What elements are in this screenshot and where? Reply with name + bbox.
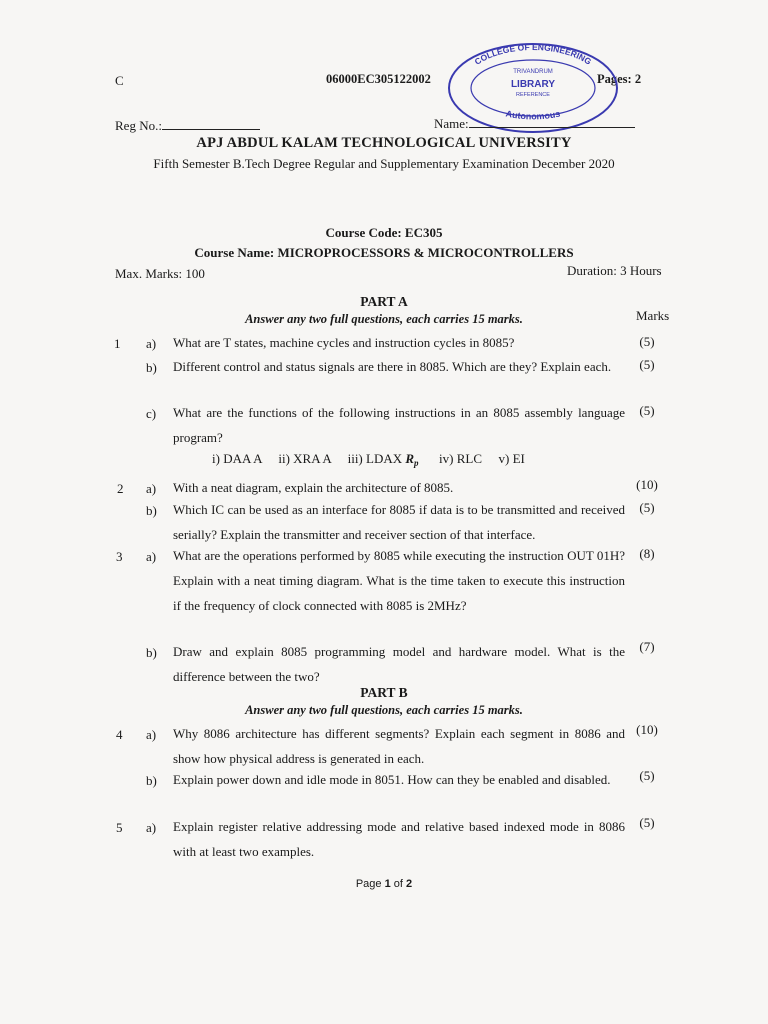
question-text: Which IC can be used as an interface for 8085 if data is to be transmitted and received serially? Explain the transmitter and receiver section of that interface. [173, 502, 625, 542]
subquestion-label: a) [146, 336, 157, 351]
instr-item: iii) LDAX [347, 451, 403, 466]
question-marks: (5) [639, 357, 655, 372]
subquestion-label: a) [146, 727, 157, 742]
question-marks: (5) [639, 403, 655, 418]
course-name: Course Name: MICROPROCESSORS & MICROCONTROLLERS [194, 245, 574, 260]
question-text: What are the operations performed by 8085 while executing the instruction OUT 01H? Explain with a neat timing diagram. What is the time taken to execute this instruction if the frequency of clock connected with 8085 is 2MHz? [173, 548, 625, 613]
name-line [469, 127, 635, 128]
name-label: Name: [434, 116, 469, 131]
university-title: APJ ABDUL KALAM TECHNOLOGICAL UNIVERSITY [196, 135, 572, 151]
part-a-title: PART A [360, 294, 408, 309]
question-text: What are the functions of the following instructions in an 8085 assembly language program? [173, 405, 625, 445]
course-code: Course Code: EC305 [325, 225, 443, 240]
part-b-title: PART B [360, 685, 408, 700]
instr-item: ii) XRA A [278, 451, 332, 466]
question-text: Draw and explain 8085 programming model and hardware model. What is the difference between the two? [173, 644, 625, 684]
subquestion-label: c) [146, 406, 157, 421]
question-text: With a neat diagram, explain the architecture of 8085. [173, 480, 454, 495]
reg-no-label: Reg No.: [115, 118, 162, 133]
page-footer [0, 878, 768, 890]
stamp-outer-text: COLLEGE OF ENGINEERING [472, 41, 594, 67]
svg-text:COLLEGE OF ENGINEERING [473, 42, 594, 67]
subquestion-label: a) [146, 549, 157, 564]
instr-register-sub: p [414, 458, 419, 468]
instruction-list [212, 451, 525, 468]
question-marks: (5) [639, 768, 655, 783]
instr-item: iv) RLC [439, 451, 483, 466]
question-marks: (10) [636, 477, 658, 492]
question-text: Different control and status signals are there in 8085. Which are they? Explain each. [173, 359, 612, 374]
subquestion-label: b) [146, 773, 157, 788]
name-field [434, 116, 635, 132]
question-number: 5 [116, 820, 123, 835]
question-text: Explain register relative addressing mode and relative based indexed mode in 8086 with at least two examples. [173, 819, 625, 859]
page-count: Pages: 2 [597, 72, 642, 86]
reg-no-line [162, 129, 260, 130]
footer-prefix: Page [355, 878, 385, 890]
question-number: 2 [117, 481, 124, 496]
series-code: C [115, 73, 124, 88]
part-a-instruction: Answer any two full questions, each carries 15 marks. [245, 312, 523, 326]
question-number: 3 [116, 549, 123, 564]
subquestion-label: b) [146, 503, 157, 518]
question-marks: (5) [639, 500, 655, 515]
question-marks: (8) [639, 546, 655, 561]
footer-page-total: 2 [406, 878, 413, 890]
subquestion-label: b) [146, 645, 157, 660]
stamp-inner-line: TRIVANDRUM [513, 69, 553, 75]
subquestion-label: b) [146, 360, 157, 375]
stamp-library: LIBRARY [510, 79, 556, 90]
question-marks: (7) [639, 639, 655, 654]
stamp-reference: REFERENCE [516, 92, 550, 98]
question-text: Why 8086 architecture has different segments? Explain each segment in 8086 and show how physical address is generated in each. [173, 726, 625, 766]
marks-header: Marks [636, 308, 670, 323]
question-marks: (5) [639, 815, 655, 830]
question-marks: (10) [636, 722, 658, 737]
footer-page-number: 1 [384, 878, 391, 890]
instr-item: i) DAA A [212, 451, 262, 466]
question-text: What are T states, machine cycles and instruction cycles in 8085? [173, 335, 515, 350]
question-marks: (5) [639, 334, 655, 349]
subquestion-label: a) [146, 481, 157, 496]
reg-no-field [115, 118, 260, 134]
question-number: 4 [116, 727, 123, 742]
paper-code: 06000EC305122002 [326, 72, 431, 86]
max-marks: Max. Marks: 100 [115, 266, 205, 281]
subquestion-label: a) [146, 820, 157, 835]
question-number: 1 [114, 336, 121, 351]
exam-title: Fifth Semester B.Tech Degree Regular and Supplementary Examination December 2020 [153, 156, 615, 171]
duration: Duration: 3 Hours [567, 263, 662, 278]
question-text: Explain power down and idle mode in 8051. How can they be enabled and disabled. [173, 772, 611, 787]
stamp-bottom-text: Autonomous [504, 108, 562, 122]
instr-item: v) EI [498, 451, 525, 466]
part-b-instruction: Answer any two full questions, each carries 15 marks. [245, 703, 523, 717]
instr-register: R [405, 451, 415, 466]
footer-of: of [390, 878, 407, 890]
